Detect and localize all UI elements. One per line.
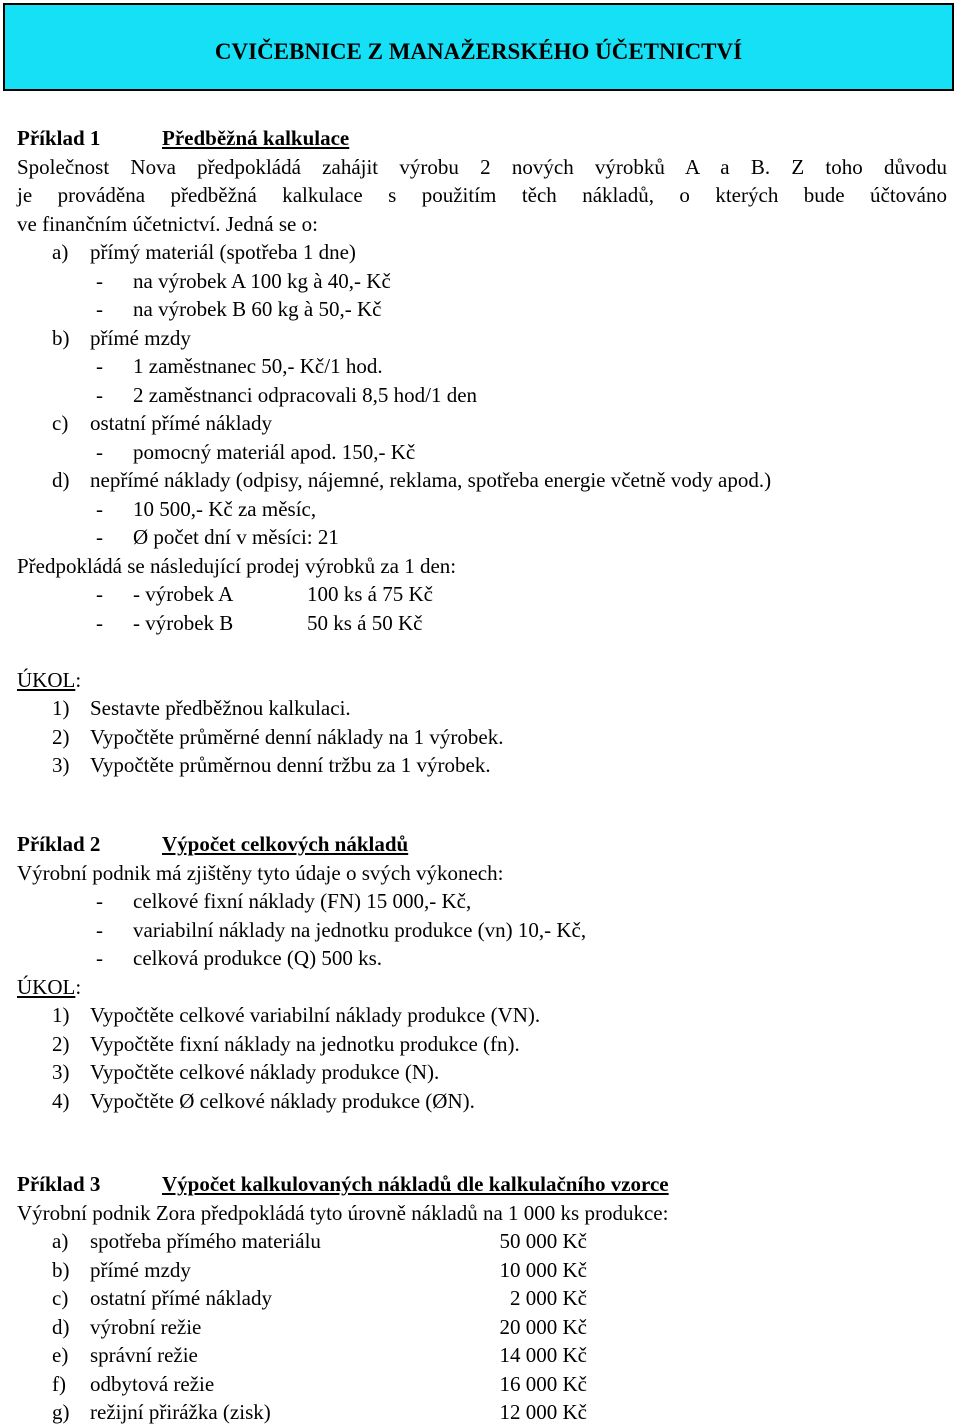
example-2-title: Výpočet celkových nákladů	[162, 832, 409, 856]
task-label: ÚKOL	[17, 974, 76, 999]
task-text: Vypočtěte průměrné denní náklady na 1 výrobek.	[90, 724, 504, 749]
cost-label: a)	[52, 1229, 69, 1253]
list-label: b)	[52, 325, 70, 350]
task-item	[17, 1058, 947, 1087]
cost-name: ostatní přímé náklady	[90, 1286, 272, 1310]
example-1	[17, 124, 947, 780]
example-3-heading	[17, 1170, 947, 1199]
cost-item	[17, 1256, 947, 1285]
cost-value: 10 000 Kč	[499, 1257, 587, 1282]
example-1-intro-line-3: ve finančním účetnictví. Jedná se o:	[17, 211, 318, 236]
task-number: 3)	[52, 753, 70, 777]
cost-label: d)	[52, 1314, 70, 1339]
list-item-c	[17, 409, 947, 438]
cost-value: 14 000 Kč	[499, 1343, 587, 1367]
task-item	[17, 1030, 947, 1059]
task-item	[17, 723, 947, 752]
task-number: 3)	[52, 1060, 70, 1084]
sub-item	[17, 916, 947, 945]
dash: -	[96, 889, 103, 913]
task-number: 1)	[52, 1003, 70, 1027]
sub-item	[17, 495, 947, 524]
example-1-number: Příklad 1	[17, 126, 101, 150]
cost-label: g)	[52, 1400, 70, 1424]
example-2-number: Příklad 2	[17, 832, 101, 856]
sub-item	[17, 381, 947, 410]
dash: -	[96, 946, 103, 970]
sale-intro: Předpokládá se následující prodej výrobků za 1 den:	[17, 553, 457, 578]
task-item	[17, 694, 947, 723]
cost-name: přímé mzdy	[90, 1257, 191, 1282]
cost-label: f)	[52, 1371, 66, 1396]
sub-item-text: 1 zaměstnanec 50,- Kč/1 hod.	[133, 354, 383, 378]
list-label: c)	[52, 411, 69, 435]
example-1-intro-line-1: Společnost Nova předpokládá zahájit výrobu 2 nových výrobků A a B. Z toho důvodu	[17, 154, 947, 179]
task-number: 1)	[52, 696, 70, 720]
task-text: Vypočtěte celkové náklady produkce (N).	[90, 1060, 440, 1084]
sale-product: - výrobek A	[133, 582, 234, 606]
cost-list	[17, 1227, 947, 1427]
cost-value: 50 000 Kč	[499, 1229, 587, 1253]
sub-item-text: Ø počet dní v měsíci: 21	[133, 525, 339, 549]
task-text: Vypočtěte celkové variabilní náklady produkce (VN).	[90, 1003, 541, 1027]
dash: -	[96, 496, 103, 521]
cost-item	[17, 1227, 947, 1256]
sub-item	[17, 267, 947, 296]
task-text: Sestavte předběžnou kalkulaci.	[90, 696, 351, 720]
list-item-d	[17, 466, 947, 495]
sale-item	[17, 609, 947, 638]
document-title: CVIČEBNICE Z MANAŽERSKÉHO ÚČETNICTVÍ	[214, 39, 743, 64]
task-text: Vypočtěte průměrnou denní tržbu za 1 výrobek.	[90, 753, 491, 777]
header-banner	[3, 3, 954, 91]
sub-item	[17, 352, 947, 381]
task-item	[17, 751, 947, 780]
dash: -	[96, 582, 103, 606]
dash: -	[96, 382, 103, 407]
list-item-b	[17, 324, 947, 353]
list-item-a	[17, 238, 947, 267]
sale-item	[17, 580, 947, 609]
sub-item-text: na výrobek B 60 kg à 50,- Kč	[133, 297, 382, 321]
cost-value: 20 000 Kč	[499, 1314, 587, 1339]
cost-name: odbytová režie	[90, 1371, 215, 1396]
task-heading: ÚKOL:	[17, 667, 82, 692]
example-2-intro: Výrobní podnik má zjištěny tyto údaje o svých výkonech:	[17, 860, 504, 885]
sale-product: - výrobek B	[133, 610, 234, 635]
list-text: přímé mzdy	[90, 325, 191, 350]
list-text: přímý materiál (spotřeba 1 dne)	[90, 240, 356, 264]
example-3-title: Výpočet kalkulovaných nákladů dle kalkulačního vzorce	[162, 1172, 669, 1196]
task-number: 2)	[52, 1031, 70, 1056]
sub-item-text: variabilní náklady na jednotku produkce (vn) 10,- Kč,	[133, 917, 587, 942]
sub-item-text: celkové fixní náklady (FN) 15 000,- Kč,	[133, 889, 472, 913]
task-text: Vypočtěte fixní náklady na jednotku produkce (fn).	[90, 1031, 520, 1056]
list-text: ostatní přímé náklady	[90, 411, 272, 435]
sub-item	[17, 887, 947, 916]
task-item	[17, 1087, 947, 1116]
cost-item	[17, 1398, 947, 1427]
example-2-heading	[17, 830, 947, 859]
cost-name: spotřeba přímého materiálu	[90, 1229, 321, 1253]
dash: -	[96, 610, 103, 635]
cost-label: b)	[52, 1257, 70, 1282]
sub-item-text: celková produkce (Q) 500 ks.	[133, 946, 383, 970]
cost-value: 16 000 Kč	[499, 1371, 587, 1396]
sub-item	[17, 944, 947, 973]
cost-value: 2 000 Kč	[510, 1286, 587, 1310]
cost-item	[17, 1313, 947, 1342]
cost-name: režijní přirážka (zisk)	[90, 1400, 271, 1424]
example-2	[17, 830, 947, 1115]
example-1-heading	[17, 124, 947, 153]
sale-quantity: 100 ks á 75 Kč	[307, 582, 433, 606]
example-3-intro: Výrobní podnik Zora předpokládá tyto úrovně nákladů na 1 000 ks produkce:	[17, 1200, 669, 1225]
list-label: a)	[52, 240, 69, 264]
task-label: ÚKOL	[17, 667, 76, 692]
sub-item-text: 10 500,- Kč za měsíc,	[133, 496, 317, 521]
cost-item	[17, 1284, 947, 1313]
example-3	[17, 1170, 947, 1427]
dash: -	[96, 439, 103, 464]
dash: -	[96, 525, 103, 549]
list-label: d)	[52, 468, 70, 492]
dash: -	[96, 354, 103, 378]
example-1-title: Předběžná kalkulace	[162, 126, 350, 150]
cost-label: e)	[52, 1343, 69, 1367]
task-heading: ÚKOL:	[17, 974, 82, 999]
sub-item	[17, 523, 947, 552]
task-item	[17, 1001, 947, 1030]
sale-quantity: 50 ks á 50 Kč	[307, 610, 423, 635]
task-text: Vypočtěte Ø celkové náklady produkce (ØN).	[90, 1088, 475, 1113]
cost-label: c)	[52, 1286, 69, 1310]
list-text: nepřímé náklady (odpisy, nájemné, reklama, spotřeba energie včetně vody apod.)	[90, 468, 772, 492]
task-number: 2)	[52, 724, 70, 749]
sub-item	[17, 295, 947, 324]
sub-item-text: 2 zaměstnanci odpracovali 8,5 hod/1 den	[133, 382, 478, 407]
cost-item	[17, 1341, 947, 1370]
sub-item-text: pomocný materiál apod. 150,- Kč	[133, 439, 416, 464]
sub-item-text: na výrobek A 100 kg à 40,- Kč	[133, 268, 391, 293]
dash: -	[96, 297, 103, 321]
cost-value: 12 000 Kč	[499, 1400, 587, 1424]
example-3-number: Příklad 3	[17, 1172, 101, 1196]
cost-name: správní režie	[90, 1343, 198, 1367]
dash: -	[96, 268, 103, 293]
cost-item	[17, 1370, 947, 1399]
dash: -	[96, 917, 103, 942]
task-number: 4)	[52, 1088, 70, 1113]
sub-item	[17, 438, 947, 467]
cost-name: výrobní režie	[90, 1314, 202, 1339]
example-1-intro-line-2: je prováděna předběžná kalkulace s použitím těch nákladů, o kterých bude účtováno	[17, 183, 947, 207]
